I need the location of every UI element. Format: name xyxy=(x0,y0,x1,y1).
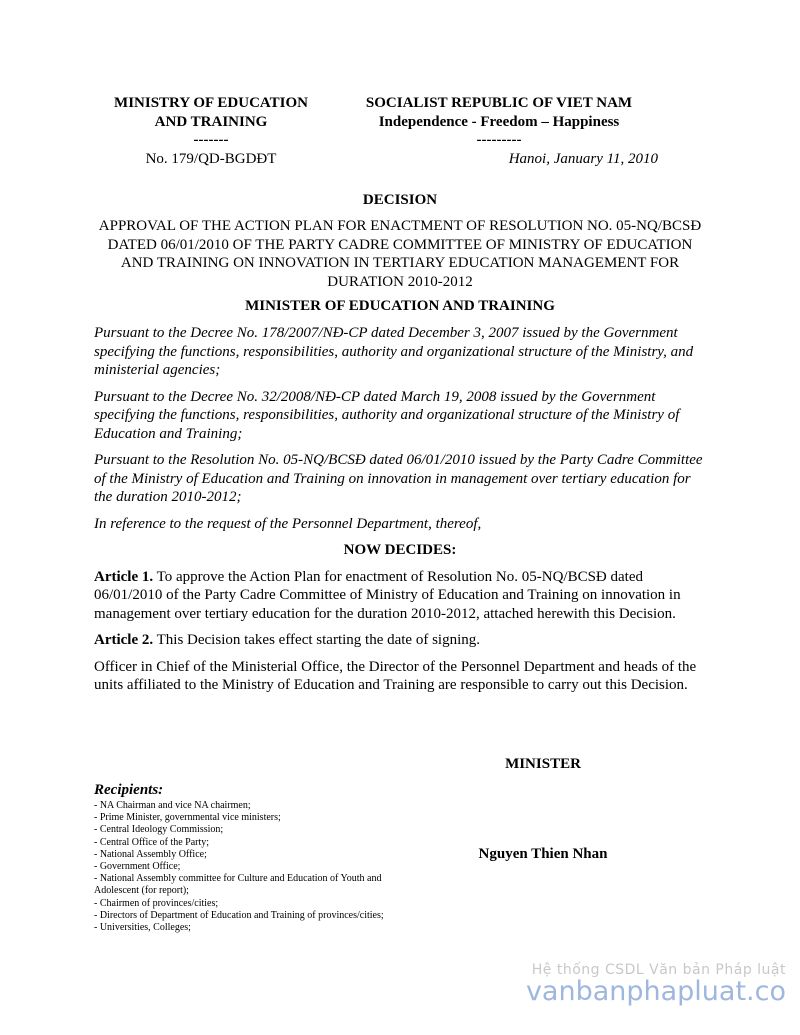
recipient-item: - Central Ideology Commission; xyxy=(94,824,224,836)
legal-basis-paragraph: Pursuant to the Decree No. 178/2007/NĐ-CP dated December 3, 2007 issued by the Government specifying the functions, responsibilities, authority and organizational structure of the Ministry, and ministerial agencies; xyxy=(94,325,694,378)
watermark-caption: Hệ thống CSDL Văn bản Pháp luật xyxy=(531,962,786,978)
article-2 xyxy=(94,631,706,650)
national-title-block xyxy=(340,94,658,168)
signer-name: Nguyen Thien Nhan xyxy=(478,846,608,862)
legal-basis-paragraph: Pursuant to the Resolution No. 05-NQ/BCSĐ dated 06/01/2010 issued by the Party Cadre Committee of the Ministry of Education and Training on innovation in management over tertiary education for the duration 2010-2012; xyxy=(94,452,703,505)
motto-divider: --------- xyxy=(476,132,522,148)
issuing-authority: MINISTER OF EDUCATION AND TRAINING xyxy=(245,298,555,314)
recipients-block xyxy=(94,782,424,934)
republic-name: SOCIALIST REPUBLIC OF VIET NAM xyxy=(365,95,633,111)
recipient-item: - Universities, Colleges; xyxy=(94,922,191,934)
ministry-name-line2: AND TRAINING xyxy=(154,113,268,130)
recipient-item: - Directors of Department of Education and Training of provinces/cities; xyxy=(94,909,384,921)
article-1 xyxy=(94,568,706,624)
recipient-item: - National Assembly committee for Culture and Education of Youth and Adolescent (for report); xyxy=(94,873,382,897)
recipient-item: - Government Office; xyxy=(94,861,181,873)
document-number: No. 179/QD-BGDĐT xyxy=(145,150,277,167)
recipient-item: - National Assembly Office; xyxy=(94,848,207,860)
document-body xyxy=(94,324,706,703)
recipient-item: - Prime Minister, governmental vice ministers; xyxy=(94,812,281,824)
legal-basis-paragraph: Pursuant to the Decree No. 32/2008/NĐ-CP dated March 19, 2008 issued by the Government specifying the functions, responsibilities, authority and organizational structure of the Ministry of Education and Training; xyxy=(94,388,680,442)
article-1-text: To approve the Action Plan for enactment of Resolution No. 05-NQ/BCSĐ dated 06/01/2010 of the Party Cadre Committee of Ministry of Education and Training on innovation in management over tertiary education for the duration 2010-2012, attached herewith this Decision. xyxy=(94,568,681,622)
site-watermark xyxy=(526,962,786,1007)
signer-title: MINISTER xyxy=(505,756,581,772)
recipient-item: - NA Chairman and vice NA chairmen; xyxy=(94,800,251,811)
recipients-title: Recipients: xyxy=(94,782,164,798)
recipient-item: - Chairmen of provinces/cities; xyxy=(94,897,219,909)
decides-heading: NOW DECIDES: xyxy=(343,542,457,558)
national-motto: Independence - Freedom – Happiness xyxy=(378,113,620,130)
legal-basis-paragraph: In reference to the request of the Personnel Department, thereof, xyxy=(94,515,482,532)
document-subject: APPROVAL OF THE ACTION PLAN FOR ENACTMENT OF RESOLUTION NO. 05-NQ/BCSĐ DATED 06/01/2010 OF THE PARTY CADRE COMMITTEE OF MINISTRY OF EDUCATION AND TRAINING ON INNOVATION IN TERTIARY EDUCATION MANAGEMENT FOR DURATION 2010-2012 xyxy=(98,218,702,290)
place-and-date: Hanoi, January 11, 2010 xyxy=(508,150,658,167)
recipients-list xyxy=(94,800,424,934)
recipient-item: - Central Office of the Party; xyxy=(94,836,210,848)
article-2-text: This Decision takes effect starting the date of signing. xyxy=(153,632,481,648)
article-2-label: Article 2. xyxy=(94,632,154,648)
ministry-name-line1: MINISTRY OF EDUCATION xyxy=(114,95,308,111)
closing-paragraph: Officer in Chief of the Ministerial Office, the Director of the Personnel Department and heads of the units affiliated to the Ministry of Education and Training are responsible to carry out this Decision. xyxy=(94,658,697,693)
issuing-agency-block xyxy=(98,94,324,168)
document-type: DECISION xyxy=(362,192,438,208)
article-1-label: Article 1. xyxy=(94,568,154,585)
ministry-divider: ------- xyxy=(193,132,229,148)
watermark-domain: vanbanphapluat.co xyxy=(525,976,786,1007)
